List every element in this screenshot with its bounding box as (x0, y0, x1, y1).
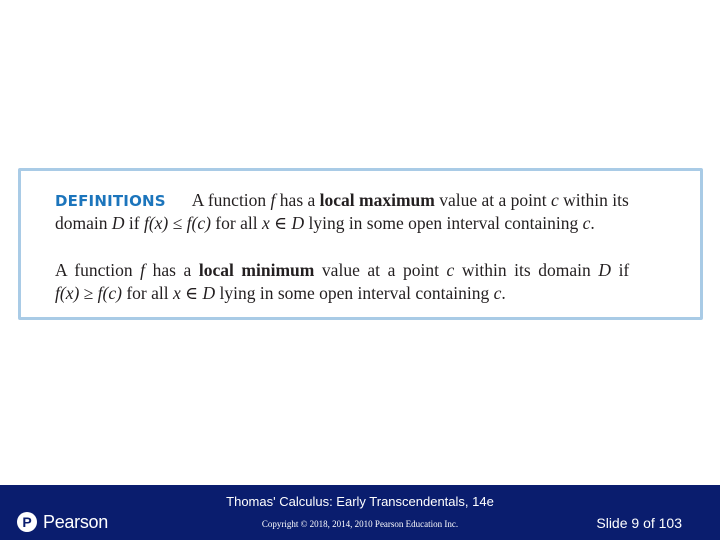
math-c: c (446, 260, 455, 280)
text: . (501, 283, 506, 303)
text: within its domain (454, 260, 599, 280)
element-of: ∈ (180, 283, 203, 303)
math-fc: f(c) (97, 283, 122, 303)
definitions-label: DEFINITIONS (55, 192, 166, 210)
definition-box (18, 168, 703, 320)
text: value at a point (314, 260, 447, 280)
slide-footer (0, 485, 720, 540)
text: A function (55, 260, 141, 280)
math-fx: f(x) (55, 283, 80, 303)
math-fx: f(x) (143, 213, 169, 233)
text: domain (55, 213, 112, 233)
text: if (124, 213, 144, 233)
math-D: D (598, 260, 611, 280)
text: . (590, 213, 595, 233)
slide-number: Slide 9 of 103 (596, 515, 682, 531)
math-D: D (111, 213, 125, 233)
text: value at a point (434, 190, 552, 210)
relation-le: ≤ (168, 213, 187, 233)
math-f: f (270, 190, 276, 210)
local-minimum-line-1 (55, 259, 629, 281)
math-c: c (551, 190, 559, 210)
local-maximum-line-2 (55, 212, 595, 234)
math-x: x (261, 213, 270, 233)
pearson-logo-icon: P (17, 512, 37, 532)
math-c: c (493, 283, 502, 303)
text: has a (145, 260, 199, 280)
local-maximum-line-1 (55, 189, 629, 212)
text: if (611, 260, 630, 280)
local-minimum-line-2 (55, 282, 506, 304)
math-D: D (291, 213, 305, 233)
local-minimum-term: local minimum (198, 260, 315, 280)
book-title: Thomas' Calculus: Early Transcendentals, 14e (226, 494, 494, 509)
text: A function (191, 190, 271, 210)
math-c: c (582, 213, 591, 233)
math-fc: f(c) (186, 213, 211, 233)
text: for all (210, 213, 262, 233)
math-x: x (172, 283, 181, 303)
copyright: Copyright © 2018, 2014, 2010 Pearson Education Inc. (261, 519, 459, 529)
math-D: D (202, 283, 216, 303)
element-of: ∈ (269, 213, 292, 233)
local-maximum-term: local maximum (319, 190, 435, 210)
text: has a (275, 190, 320, 210)
text: lying in some open interval containing (304, 213, 583, 233)
relation-ge: ≥ (79, 283, 98, 303)
math-f: f (140, 260, 146, 280)
text: within its (558, 190, 629, 210)
text: for all (121, 283, 173, 303)
text: lying in some open interval containing (215, 283, 494, 303)
pearson-logo-text: Pearson (43, 511, 108, 532)
